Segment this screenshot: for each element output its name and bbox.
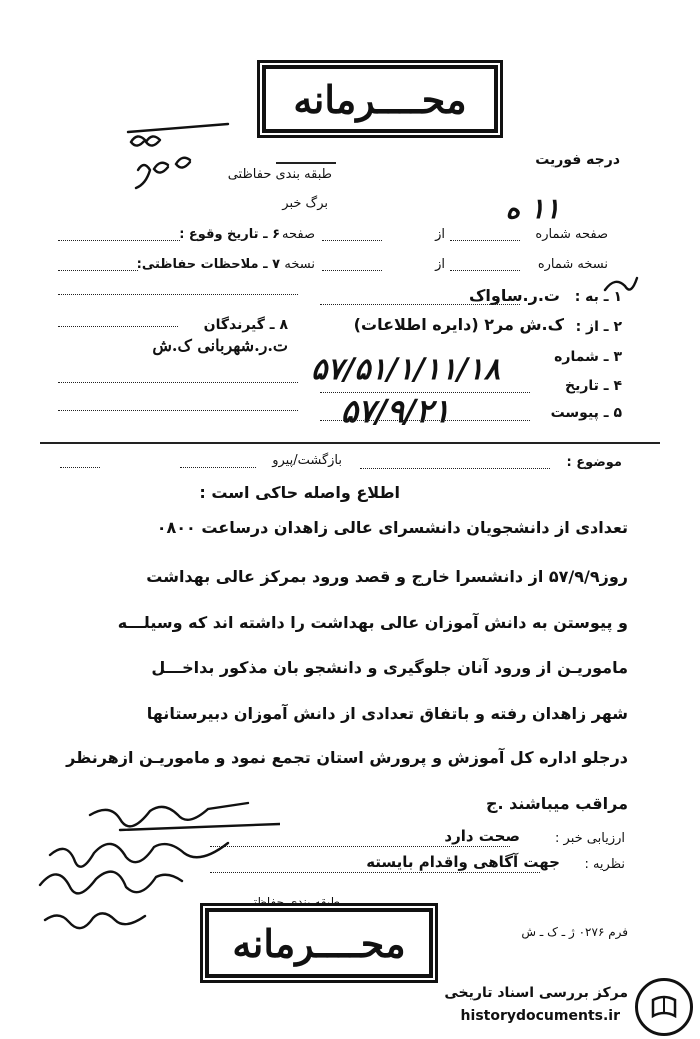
recipient-value: ت.ر.شهربانی ک.ش [152,336,288,355]
date-of-event-label: ۶ ـ تاریخ وقوع : [179,227,280,242]
to-value: ت.ر.ساواک [469,286,560,305]
handwritten-checkmark [600,272,640,302]
handwritten-number: ۱۱ ه [505,192,560,225]
subject-label: موضوع : [566,455,622,470]
body-line-1: تعدادی از دانشجویان دانشسرای عالی زاهدان درساعت ۰۸۰۰ [156,518,628,537]
page-number-label: صفحه شماره [535,227,608,242]
copy-label: نسخه [284,257,315,272]
evaluation-label: ارزیابی خبر : [555,831,625,846]
body-intro: اطلاع واصله حاکی است : [199,483,400,502]
watermark-logo-icon [635,978,693,1036]
body-line-5: شهر زاهدان رفته و باتفاق تعدادی از دانش آموزان دبیرستانها [146,704,628,723]
evaluation-value: صحت دارد [444,827,520,845]
from-label: ۲ ـ از : [575,319,622,335]
stamp-text: محــــرمانه [293,76,467,122]
copy-number-label: نسخه شماره [537,257,608,272]
reply-label: بازگشت/پیرو [272,453,342,468]
date-label: ۴ ـ تاریخ [565,378,622,394]
opinion-value: جهت آگاهی واقدام بایسته [366,853,560,871]
page-label: صفحه [282,227,315,242]
body-line-4: ماموریـن از ورود آنان جلوگیری و دانشجو بان مذکور بداخـــل [151,658,628,677]
confidential-stamp-bottom [205,908,433,978]
watermark-site-url: historydocuments.ir [460,1008,620,1024]
body-line-7: مراقب میباشند .ج [486,794,628,813]
classification-underline [276,162,336,164]
from-word-1: از [435,227,445,242]
opinion-label: نظریه : [584,857,625,872]
urgency-label: درجه فوریت [535,152,620,168]
from-value: ک.ش مر۲ (دایره اطلاعات) [353,315,564,334]
body-line-2: روز۵۷/۹/۹ از دانشسرا خارج و قصد ورود بمرکز عالی بهداشت [146,567,628,586]
watermark-site-name: مرکز بررسی اسناد تاریخی [444,985,628,1001]
to-label: ۱ ـ به : [574,289,622,305]
form-code: فرم ۰۲۷۶ ژ ـ ک ـ ش [521,925,628,939]
date-value: ۵۷/۹/۲۱ [340,392,450,430]
recipients-label: ۸ ـ گیرندگان [203,317,288,333]
confidential-stamp-top [262,65,498,133]
security-notes-label: ۷ ـ ملاحظات حفاظتی: [136,257,280,272]
handwritten-annotation-top-left [120,120,240,200]
bottom-classification-label: طبقه بندی حفاظتی [243,895,340,909]
form-title: برگ خبر [282,196,328,211]
from-word-2: از [435,257,445,272]
number-value: ۵۷/۵۱/۱/۱۱/۱۸ [311,352,500,387]
attachment-label: ۵ ـ پیوست [550,405,622,421]
number-label: ۳ ـ شماره [554,349,622,365]
stamp-text-bottom: محــــرمانه [232,920,406,966]
classification-label: طبقه بندی حفاظتی [227,167,332,182]
body-line-6: درجلو اداره کل آموزش و پرورش استان تجمع نمود و ماموریـن ازهرنظر [66,748,628,767]
body-line-3: و پیوستن به دانش آموزان عالی بهداشت را داشته اند که وسیلـــه [117,613,628,632]
